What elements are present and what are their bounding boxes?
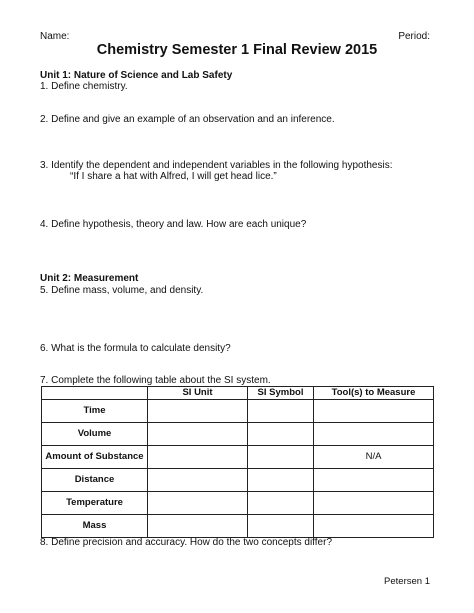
cell-si-symbol[interactable] [248, 469, 314, 492]
table-row [42, 446, 434, 469]
cell-tools[interactable] [314, 515, 434, 538]
table-row [42, 492, 434, 515]
cell-si-unit[interactable] [148, 469, 248, 492]
cell-si-symbol[interactable] [248, 400, 314, 423]
unit1-heading: Unit 1: Nature of Science and Lab Safety [40, 70, 233, 81]
cell-si-unit[interactable] [148, 423, 248, 446]
row-label-distance: Distance [42, 469, 148, 492]
cell-tools[interactable] [314, 423, 434, 446]
question-5: 5. Define mass, volume, and density. [40, 285, 204, 296]
cell-si-symbol[interactable] [248, 423, 314, 446]
cell-tools[interactable] [314, 492, 434, 515]
question-7: 7. Complete the following table about the SI system. [40, 375, 271, 386]
cell-si-symbol[interactable] [248, 515, 314, 538]
table-row [42, 469, 434, 492]
si-table-header-blank [42, 387, 148, 400]
cell-si-unit[interactable] [148, 515, 248, 538]
question-2: 2. Define and give an example of an observation and an inference. [40, 114, 335, 125]
row-label-mass: Mass [42, 515, 148, 538]
table-row [42, 423, 434, 446]
question-4: 4. Define hypothesis, theory and law. How are each unique? [40, 219, 307, 230]
si-system-table [41, 386, 434, 538]
cell-si-symbol[interactable] [248, 492, 314, 515]
si-table-header-row [42, 387, 434, 400]
question-3: 3. Identify the dependent and independent variables in the following hypothesis: [40, 160, 393, 171]
row-label-time: Time [42, 400, 148, 423]
page-footer: Petersen 1 [384, 576, 430, 587]
si-table-header-symbol: SI Symbol [248, 387, 314, 400]
period-label: Period: [398, 31, 430, 42]
page-title: Chemistry Semester 1 Final Review 2015 [96, 42, 378, 58]
question-1: 1. Define chemistry. [40, 81, 128, 92]
cell-si-symbol[interactable] [248, 446, 314, 469]
question-6: 6. What is the formula to calculate density? [40, 343, 231, 354]
cell-si-unit[interactable] [148, 446, 248, 469]
name-label: Name: [40, 31, 70, 42]
cell-tools[interactable] [314, 400, 434, 423]
cell-tools[interactable] [314, 469, 434, 492]
cell-si-unit[interactable] [148, 400, 248, 423]
row-label-temperature: Temperature [42, 492, 148, 515]
cell-tools: N/A [314, 446, 434, 469]
table-row [42, 515, 434, 538]
question-8: 8. Define precision and accuracy. How do the two concepts differ? [40, 537, 333, 548]
si-table-header-unit: SI Unit [148, 387, 248, 400]
question-3-hypothesis: “If I share a hat with Alfred, I will get head lice.” [70, 171, 277, 182]
table-row [42, 400, 434, 423]
row-label-volume: Volume [42, 423, 148, 446]
unit2-heading: Unit 2: Measurement [40, 273, 139, 284]
cell-si-unit[interactable] [148, 492, 248, 515]
row-label-amount-of-substance: Amount of Substance [42, 446, 148, 469]
si-table-header-tools: Tool(s) to Measure [314, 387, 434, 400]
